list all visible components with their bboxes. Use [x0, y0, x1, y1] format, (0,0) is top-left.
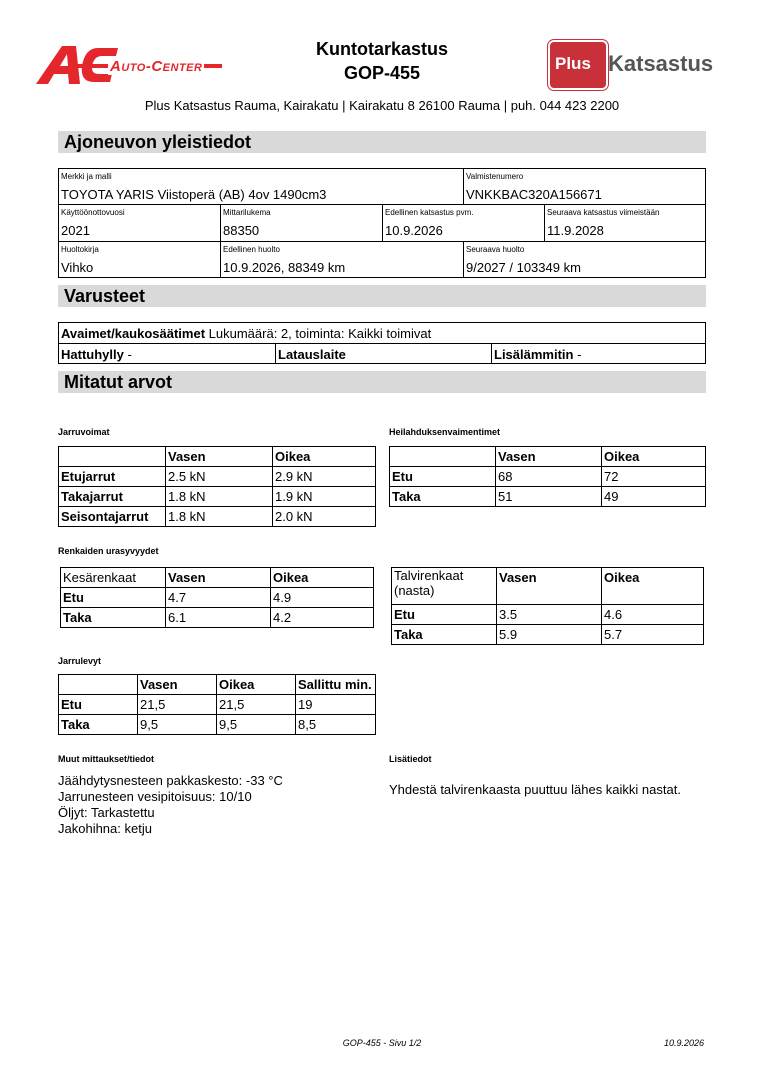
- vehicle-info-grid: [58, 168, 706, 278]
- row-right: 5.7: [602, 625, 704, 645]
- odometer-label: Mittarilukema: [223, 208, 271, 217]
- other-line: Jakohihna: ketju: [58, 821, 152, 836]
- winter-tires-label-1: Talvirenkaat: [394, 568, 464, 583]
- year-value: 2021: [61, 223, 90, 238]
- prev-service-label: Edellinen huolto: [223, 245, 280, 254]
- table-header-row: [59, 675, 376, 695]
- row-left: 1.8 kN: [166, 507, 273, 527]
- footer-page: GOP-455 - Sivu 1/2: [342, 1038, 422, 1048]
- summer-tires-table: [60, 567, 374, 628]
- row-right: 4.9: [271, 588, 374, 608]
- charger-label: Latauslaite: [278, 347, 346, 362]
- winter-tires-table: [391, 567, 704, 645]
- extra-title: Lisätiedot: [389, 754, 432, 764]
- col-left: Vasen: [496, 447, 602, 467]
- row-name: Etujarrut: [59, 467, 166, 487]
- row-right: 72: [602, 467, 706, 487]
- make-model-value: TOYOTA YARIS Viistoperä (AB) 4ov 1490cm3: [61, 187, 327, 202]
- row-left: 6.1: [166, 608, 271, 628]
- keys-label: Avaimet/kaukosäätimet: [61, 326, 206, 341]
- table-row: [392, 605, 704, 625]
- row-right: 49: [602, 487, 706, 507]
- next-service-cell: [464, 242, 705, 277]
- row-name: Etu: [390, 467, 496, 487]
- col-left: Vasen: [497, 568, 602, 605]
- other-line: Jarrunesteen vesipitoisuus: 10/10: [58, 789, 252, 804]
- row-name: Taka: [390, 487, 496, 507]
- keys-row: [61, 326, 431, 341]
- other-title: Muut mittaukset/tiedot: [58, 754, 154, 764]
- table-row: [61, 588, 374, 608]
- table-row: [390, 467, 706, 487]
- table-row: [59, 715, 376, 735]
- table-header-row: [390, 447, 706, 467]
- row-min: 8,5: [296, 715, 376, 735]
- brakes-table: [58, 446, 376, 527]
- keys-value: Lukumäärä: 2, toiminta: Kaikki toimivat: [208, 326, 432, 341]
- next-inspection-label: Seuraava katsastus viimeistään: [547, 208, 660, 217]
- col-min: Sallittu min.: [296, 675, 376, 695]
- next-inspection-value: 11.9.2028: [547, 223, 604, 238]
- shocks-title: Heilahduksenvaimentimet: [389, 427, 501, 437]
- tires-title: Renkaiden urasyvyydet: [58, 546, 159, 556]
- row-left: 68: [496, 467, 602, 487]
- section-general-heading: Ajoneuvon yleistiedot: [58, 131, 706, 153]
- shocks-table: [389, 446, 706, 507]
- vin-cell: [464, 169, 705, 205]
- row-right: 4.6: [602, 605, 704, 625]
- row-left: 51: [496, 487, 602, 507]
- prev-inspection-value: 10.9.2026: [385, 223, 443, 238]
- row-left: 4.7: [166, 588, 271, 608]
- next-service-value: 9/2027 / 103349 km: [466, 260, 581, 275]
- plus-badge-text: Plus: [555, 54, 591, 73]
- roofrack-cell: [61, 347, 132, 362]
- next-service-label: Seuraava huolto: [466, 245, 525, 254]
- winter-tires-label-2: (nasta): [394, 583, 435, 598]
- plus-katsastus-logo: [548, 40, 728, 88]
- row-right: 21,5: [217, 695, 296, 715]
- discs-table: [58, 674, 376, 735]
- year-label: Käyttöönottovuosi: [61, 208, 125, 217]
- col-right: Oikea: [273, 447, 376, 467]
- col-left: Vasen: [138, 675, 217, 695]
- table-row: [59, 507, 376, 527]
- col-right: Oikea: [602, 447, 706, 467]
- plus-badge: [548, 40, 608, 90]
- row-name: Etu: [61, 588, 166, 608]
- vin-value: VNKKBAC320A156671: [466, 187, 602, 202]
- table-row: [390, 487, 706, 507]
- station-address: Plus Katsastus Rauma, Kairakatu | Kairakatu 8 26100 Rauma | puh. 044 423 2200: [144, 98, 620, 113]
- row-right: 9,5: [217, 715, 296, 735]
- section-measured-heading: Mitatut arvot: [58, 371, 706, 393]
- table-row: [392, 625, 704, 645]
- table-header-row: [59, 447, 376, 467]
- row-name: Seisontajarrut: [59, 507, 166, 527]
- vin-label: Valmistenumero: [466, 172, 524, 181]
- row-name: Taka: [59, 715, 138, 735]
- service-book-value: Vihko: [61, 260, 94, 275]
- charger-cell: [278, 347, 346, 362]
- row-right: 2.0 kN: [273, 507, 376, 527]
- col-right: Oikea: [217, 675, 296, 695]
- heater-value: -: [577, 347, 582, 362]
- table-row: [59, 695, 376, 715]
- row-name: Etu: [392, 605, 497, 625]
- extra-text: Yhdestä talvirenkaasta puuttuu lähes kaikki nastat.: [389, 782, 681, 797]
- table-header-row: [392, 568, 704, 605]
- table-row: [61, 608, 374, 628]
- row-name: Taka: [392, 625, 497, 645]
- other-line: Jäähdytysnesteen pakkaskesto: -33 °C: [58, 773, 283, 788]
- col-right: Oikea: [271, 568, 374, 588]
- roofrack-label: Hattuhylly: [61, 347, 124, 362]
- brakes-title: Jarruvoimat: [58, 427, 110, 437]
- row-right: 4.2: [271, 608, 374, 628]
- auto-center-logo-text: Auto-Center: [110, 58, 203, 75]
- equipment-table: [58, 322, 706, 364]
- service-book-label: Huoltokirja: [61, 245, 99, 254]
- year-cell: [59, 205, 221, 242]
- next-inspection-cell: [545, 205, 705, 242]
- service-book-cell: [59, 242, 221, 277]
- col-left: Vasen: [166, 447, 273, 467]
- table-header-row: [61, 568, 374, 588]
- row-name: Etu: [59, 695, 138, 715]
- heater-cell: [494, 347, 581, 362]
- prev-service-value: 10.9.2026, 88349 km: [223, 260, 346, 275]
- summer-tires-label: Kesärenkaat: [61, 568, 166, 588]
- row-left: 9,5: [138, 715, 217, 735]
- make-model-label: Merkki ja malli: [61, 172, 112, 181]
- row-name: Taka: [61, 608, 166, 628]
- row-right: 1.9 kN: [273, 487, 376, 507]
- odometer-value: 88350: [223, 223, 260, 238]
- row-name: Takajarrut: [59, 487, 166, 507]
- footer-date: 10.9.2026: [664, 1038, 705, 1048]
- row-left: 21,5: [138, 695, 217, 715]
- roofrack-value: -: [127, 347, 132, 362]
- other-line: Öljyt: Tarkastettu: [58, 805, 155, 820]
- row-left: 2.5 kN: [166, 467, 273, 487]
- table-row: [59, 467, 376, 487]
- row-left: 5.9: [497, 625, 602, 645]
- other-list: [58, 773, 283, 837]
- prev-inspection-cell: [383, 205, 545, 242]
- prev-service-cell: [221, 242, 464, 277]
- row-left: 1.8 kN: [166, 487, 273, 507]
- heater-label: Lisälämmitin: [494, 347, 574, 362]
- make-model-cell: [59, 169, 464, 205]
- prev-inspection-label: Edellinen katsastus pvm.: [385, 208, 474, 217]
- license-plate: GOP-455: [343, 63, 421, 83]
- row-right: 2.9 kN: [273, 467, 376, 487]
- row-left: 3.5: [497, 605, 602, 625]
- row-min: 19: [296, 695, 376, 715]
- odometer-cell: [221, 205, 383, 242]
- section-equipment-heading: Varusteet: [58, 285, 706, 307]
- table-row: [59, 487, 376, 507]
- winter-tires-label: [392, 568, 497, 605]
- col-right: Oikea: [602, 568, 704, 605]
- document-title: Kuntotarkastus: [315, 39, 449, 59]
- col-left: Vasen: [166, 568, 271, 588]
- katsastus-text: Katsastus: [608, 51, 714, 76]
- discs-title: Jarrulevyt: [58, 656, 102, 666]
